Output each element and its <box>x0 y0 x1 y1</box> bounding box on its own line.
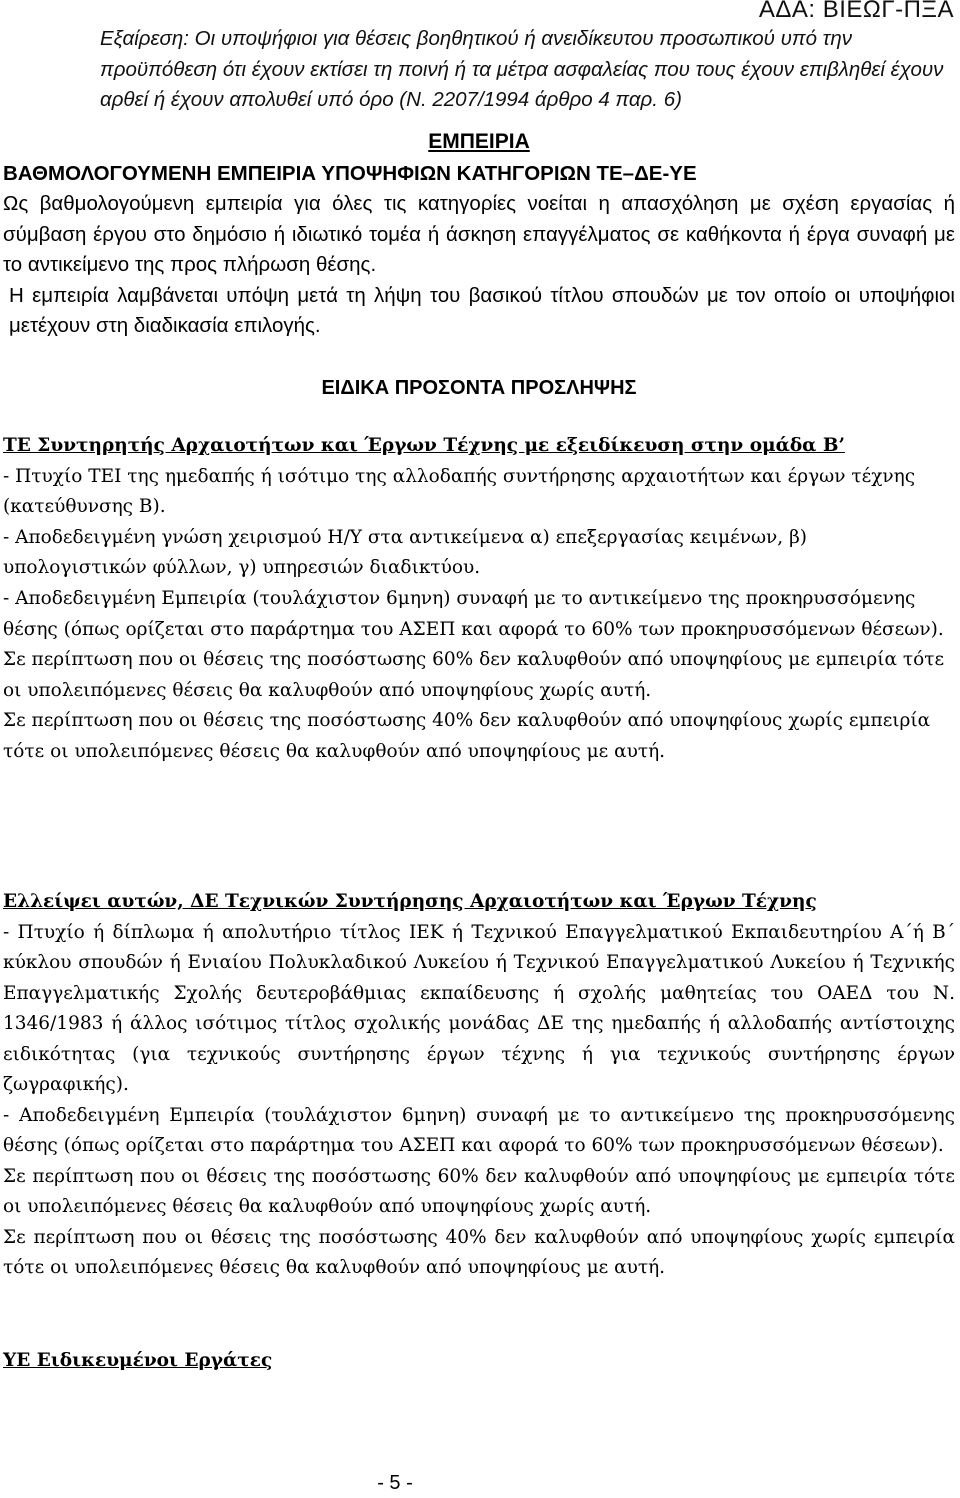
de-title: Ελλείψει αυτών, ΔΕ Τεχνικών Συντήρησης Αρχαιοτήτων και Έργων Τέχνης <box>3 891 817 912</box>
experience-text <box>3 189 955 342</box>
page-number: - 5 - <box>377 1472 413 1494</box>
special-qualifications-heading: ΕΙΔΙΚΑ ΠΡΟΣΟΝΤΑ ΠΡΟΣΛΗΨΗΣ <box>321 377 637 399</box>
te-title: ΤΕ Συντηρητής Αρχαιοτήτων και Έργων Τέχνης με εξειδίκευση στην ομάδα Β’ <box>3 435 845 456</box>
te-item: - Πτυχίο ΤΕΙ της ημεδαπής ή ισότιμο της αλλοδαπής συντήρησης αρχαιοτήτων και έργων τέχνης (κατεύθυνσης Β). <box>3 465 916 518</box>
de-section <box>3 887 955 1284</box>
exception-note: Εξαίρεση: Οι υποψήφιοι για θέσεις βοηθητικού ή ανειδίκευτου προσωπικού υπό την προϋπόθεση ότι έχουν εκτίσει τη ποινή ή τα μέτρα ασφαλείας που τους έχουν επιβληθεί έχουν αρθεί ή έχουν απολυθεί υπό όρο (Ν. 2207/1994 άρθρο 4 παρ. 6) <box>100 27 944 111</box>
ada-code: ΑΔΑ: ΒΙΕΩΓ-ΠΞΑ <box>758 0 954 23</box>
de-item: - Αποδεδειγμένη Εμπειρία (τουλάχιστον 6μηνη) συναφή με το αντικείμενο της προκηρυσσόμενης θέσης (όπως ορίζεται στο παράρτημα του ΑΣΕΠ και αφορά το 60% των προκηρυσσόμενων θέσεων). <box>3 1104 955 1156</box>
te-item: - Αποδεδειγμένη Εμπειρία (τουλάχιστον 6μηνη) συναφή με το αντικείμενο της προκηρυσσόμενης θέσης (όπως ορίζεται στο παράρτημα του ΑΣΕΠ και αφορά το 60% των προκηρυσσόμενων θέσεων). <box>3 587 944 640</box>
de-item: Σε περίπτωση που οι θέσεις της ποσόστωσης 60% δεν καλυφθούν από υποψηφίους με εμπειρία τότε οι υπολειπόμενες θέσεις θα καλυφθούν από υποψηφίους χωρίς αυτή. <box>3 1165 955 1217</box>
te-item: Σε περίπτωση που οι θέσεις της ποσόστωσης 60% δεν καλυφθούν από υποψηφίους με εμπειρία τότε οι υπολειπόμενες θέσεις θα καλυφθούν από υποψηφίους χωρίς αυτή. <box>3 649 945 701</box>
experience-paragraph-2: Η εμπειρία λαμβάνεται υπόψη μετά τη λήψη του βασικού τίτλου σπουδών με τον οποίο οι υποψήφιοι μετέχουν στη διαδικασία επιλογής. <box>9 283 955 337</box>
de-item: - Πτυχίο ή δίπλωμα ή απολυτήριο τίτλος ΙΕΚ ή Τεχνικού Επαγγελματικού Εκπαιδευτηρίου Α΄ή Β΄ κύκλου σπουδών ή Ενιαίου Πολυκλαδικού Λυκείου ή Τεχνικού Επαγγελματικού Λυκείου ή Τεχνικής Επαγγελματικής Σχολής δευτεροβάθμιας εκπαίδευσης ή σχολής μαθητείας του ΟΑΕΔ του Ν. 1346/1983 ή άλλος ισότιμος τίτλος σχολικής μονάδας ΔΕ της ημεδαπής ή αλλοδαπής αντίστοιχης ειδικότητας (για τεχνικούς συντήρησης έργων τέχνης ή για τεχνικούς συντήρησης έργων ζωγραφικής). <box>3 921 955 1095</box>
ye-title: ΥΕ Ειδικευμένοι Εργάτες <box>3 1350 273 1371</box>
te-item: Σε περίπτωση που οι θέσεις της ποσόστωσης 40% δεν καλυφθούν από υποψηφίους χωρίς εμπειρία τότε οι υπολειπόμενες θέσεις θα καλυφθούν από υποψηφίους με αυτή. <box>3 710 931 762</box>
experience-paragraph-1: Ως βαθμολογούμενη εμπειρία για όλες τις κατηγορίες νοείται η απασχόληση με σχέση εργασίας ή σύμβαση έργου στο δημόσιο ή ιδιωτικό τομέα ή άσκηση επαγγέλματος σε καθήκοντα ή έργα συναφή με το αντικείμενο της προς πλήρωση θέσης. <box>3 192 955 276</box>
te-section <box>3 431 955 768</box>
experience-heading: ΕΜΠΕΙΡΙΑ <box>428 130 530 153</box>
ye-section <box>3 1346 955 1376</box>
experience-subheading: ΒΑΘΜΟΛΟΓΟΥΜΕΝΗ ΕΜΠΕΙΡΙΑ ΥΠΟΨΗΦΙΩΝ ΚΑΤΗΓΟΡΙΩΝ ΤΕ–ΔΕ-ΥΕ <box>3 162 697 185</box>
te-item: - Αποδεδειγμένη γνώση χειρισμού Η/Υ στα αντικείμενα α) επεξεργασίας κειμένων, β) υπολογιστικών φύλλων, γ) υπηρεσιών διαδικτύου. <box>3 526 807 579</box>
de-item: Σε περίπτωση που οι θέσεις της ποσόστωσης 40% δεν καλυφθούν από υποψηφίους χωρίς εμπειρία τότε οι υπολειπόμενες θέσεις θα καλυφθούν από υποψηφίους με αυτή. <box>3 1226 955 1278</box>
